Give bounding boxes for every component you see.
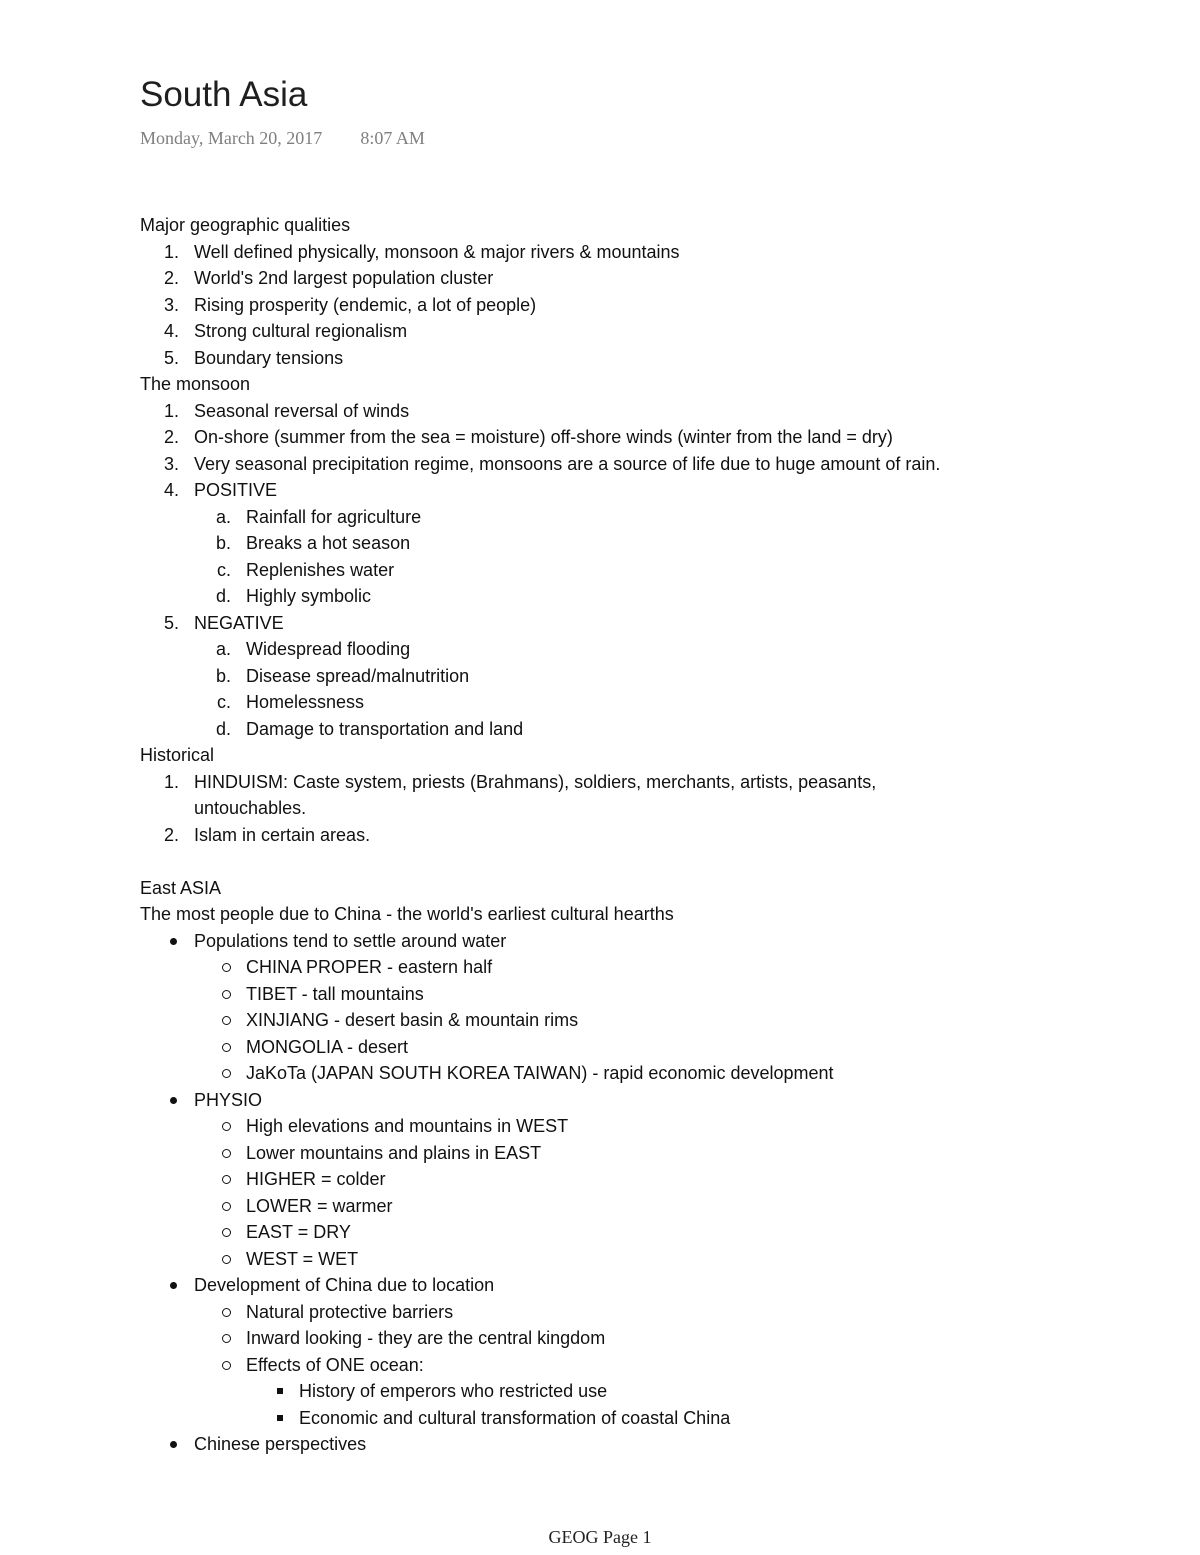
line-text: Disease spread/malnutrition: [246, 665, 470, 686]
circle-bullet-icon: [222, 1122, 231, 1131]
list-item: [140, 1272, 1140, 1299]
list-item: [140, 1405, 1140, 1432]
list-marker: 3.: [163, 453, 179, 474]
line-text: Rainfall for agriculture: [246, 506, 422, 527]
list-item: [140, 292, 1140, 319]
list-marker: 5.: [163, 347, 179, 368]
circle-bullet-icon: [222, 1043, 231, 1052]
list-item: [140, 716, 1140, 743]
disc-bullet-icon: [170, 938, 177, 945]
page-footer: GEOG Page 1: [548, 1527, 652, 1547]
list-item: [140, 477, 1140, 504]
line-text: Economic and cultural transformation of coastal China: [299, 1407, 731, 1428]
circle-bullet-icon: [222, 1228, 231, 1237]
line-text: WEST = WET: [246, 1248, 359, 1269]
list-marker: 5.: [163, 612, 179, 633]
circle-bullet-icon: [222, 1361, 231, 1370]
line-text: High elevations and mountains in WEST: [246, 1116, 569, 1136]
line-text: POSITIVE: [194, 480, 278, 500]
circle-bullet-icon: [222, 990, 231, 999]
list-item: [140, 398, 1140, 425]
list-item: [140, 928, 1140, 955]
line-text: Effects of ONE ocean:: [246, 1354, 424, 1375]
line-text: PHYSIO: [194, 1089, 263, 1110]
note-body[interactable]: [140, 212, 1140, 1458]
line-text: Strong cultural regionalism: [194, 321, 408, 341]
line-text: Inward looking - they are the central kingdom: [246, 1328, 606, 1348]
line-text: The monsoon: [140, 374, 251, 394]
line-text: untouchables.: [194, 798, 307, 818]
list-item: [140, 822, 1140, 849]
line-text: Natural protective barriers: [246, 1301, 454, 1322]
list-marker: 1.: [163, 771, 179, 792]
list-item: [140, 795, 1140, 822]
line-text: EAST = DRY: [246, 1222, 351, 1242]
page-meta: [140, 127, 425, 149]
line-text: XINJIANG - desert basin & mountain rims: [246, 1010, 579, 1030]
line-text: Major geographic qualities: [140, 215, 351, 235]
list-marker: c.: [216, 692, 231, 712]
line-text: MONGOLIA - desert: [246, 1036, 409, 1057]
page-date: Monday, March 20, 2017: [140, 128, 323, 148]
list-item: [140, 954, 1140, 981]
page-title: South Asia: [140, 75, 308, 114]
circle-bullet-icon: [222, 1308, 231, 1317]
section-heading: [140, 901, 1140, 928]
circle-bullet-icon: [222, 963, 231, 972]
section-heading: [140, 875, 1140, 902]
list-item: [140, 557, 1140, 584]
line-text: East ASIA: [140, 877, 222, 898]
list-item: [140, 1034, 1140, 1061]
list-item: [140, 1007, 1140, 1034]
circle-bullet-icon: [222, 1069, 231, 1078]
list-item: [140, 1431, 1140, 1458]
line-text: Very seasonal precipitation regime, monsoons are a source of life due to huge amount of rain.: [194, 453, 941, 474]
list-item: [140, 504, 1140, 531]
disc-bullet-icon: [170, 1282, 177, 1289]
list-marker: 2.: [163, 427, 179, 447]
disc-bullet-icon: [170, 1097, 177, 1104]
list-item: [140, 451, 1140, 478]
list-item: [140, 689, 1140, 716]
list-marker: c.: [216, 559, 231, 580]
blank-line: [140, 848, 1140, 875]
list-item: [140, 1113, 1140, 1140]
list-marker: 1.: [163, 400, 179, 421]
list-item: [140, 1246, 1140, 1273]
list-item: [140, 318, 1140, 345]
list-marker: a.: [215, 506, 231, 527]
section-heading: [140, 212, 1140, 239]
list-item: [140, 1219, 1140, 1246]
line-text: Populations tend to settle around water: [194, 930, 507, 951]
circle-bullet-icon: [222, 1175, 231, 1184]
list-item: [140, 1060, 1140, 1087]
line-text: Development of China due to location: [194, 1275, 495, 1295]
list-marker: 4.: [163, 321, 179, 341]
circle-bullet-icon: [222, 1202, 231, 1211]
list-item: [140, 636, 1140, 663]
line-text: LOWER = warmer: [246, 1195, 393, 1216]
section-heading: [140, 371, 1140, 398]
list-item: [140, 265, 1140, 292]
list-marker: 1.: [163, 241, 179, 262]
list-item: [140, 1166, 1140, 1193]
list-marker: 3.: [163, 294, 179, 315]
disc-bullet-icon: [170, 1441, 177, 1448]
list-item: [140, 424, 1140, 451]
section-heading: [140, 742, 1140, 769]
list-item: [140, 530, 1140, 557]
list-marker: 4.: [163, 480, 179, 500]
square-bullet-icon: [277, 1415, 283, 1421]
list-item: [140, 1193, 1140, 1220]
circle-bullet-icon: [222, 1149, 231, 1158]
list-item: [140, 610, 1140, 637]
list-item: [140, 1087, 1140, 1114]
line-text: History of emperors who restricted use: [299, 1381, 608, 1401]
line-text: NEGATIVE: [194, 612, 284, 633]
line-text: World's 2nd largest population cluster: [194, 268, 494, 288]
list-item: [140, 1378, 1140, 1405]
line-text: CHINA PROPER - eastern half: [246, 957, 493, 977]
list-marker: 2.: [163, 824, 179, 845]
list-marker: b.: [215, 665, 231, 686]
line-text: Chinese perspectives: [194, 1434, 367, 1454]
line-text: Homelessness: [246, 692, 365, 712]
list-item: [140, 1325, 1140, 1352]
page-time: 8:07 AM: [360, 128, 425, 148]
line-text: Seasonal reversal of winds: [194, 400, 410, 421]
line-text: Highly symbolic: [246, 586, 372, 606]
list-marker: d.: [215, 586, 231, 606]
circle-bullet-icon: [222, 1334, 231, 1343]
list-marker: d.: [215, 718, 231, 739]
line-text: HIGHER = colder: [246, 1169, 386, 1189]
line-text: HINDUISM: Caste system, priests (Brahmans), soldiers, merchants, artists, peasants,: [194, 771, 877, 792]
line-text: Well defined physically, monsoon & major rivers & mountains: [194, 241, 680, 262]
line-text: TIBET - tall mountains: [246, 983, 424, 1004]
circle-bullet-icon: [222, 1255, 231, 1264]
line-text: Replenishes water: [246, 559, 395, 580]
line-text: Breaks a hot season: [246, 533, 411, 553]
list-item: [140, 345, 1140, 372]
line-text: Widespread flooding: [246, 639, 411, 659]
list-item: [140, 1299, 1140, 1326]
line-text: Rising prosperity (endemic, a lot of people): [194, 294, 537, 315]
line-text: Lower mountains and plains in EAST: [246, 1142, 542, 1163]
circle-bullet-icon: [222, 1016, 231, 1025]
list-item: [140, 1140, 1140, 1167]
line-text: Islam in certain areas.: [194, 824, 371, 845]
list-item: [140, 981, 1140, 1008]
list-item: [140, 1352, 1140, 1379]
line-text: On-shore (summer from the sea = moisture) off-shore winds (winter from the land = dry): [194, 427, 893, 447]
list-marker: b.: [215, 533, 231, 553]
list-item: [140, 769, 1140, 796]
list-item: [140, 239, 1140, 266]
list-marker: a.: [215, 639, 231, 659]
line-text: Boundary tensions: [194, 347, 344, 368]
list-item: [140, 583, 1140, 610]
line-text: The most people due to China - the world's earliest cultural hearths: [140, 904, 674, 924]
line-text: Historical: [140, 745, 215, 765]
list-marker: 2.: [163, 268, 179, 288]
square-bullet-icon: [277, 1388, 283, 1394]
line-text: JaKoTa (JAPAN SOUTH KOREA TAIWAN) - rapid economic development: [246, 1063, 834, 1083]
line-text: Damage to transportation and land: [246, 718, 524, 739]
list-item: [140, 663, 1140, 690]
